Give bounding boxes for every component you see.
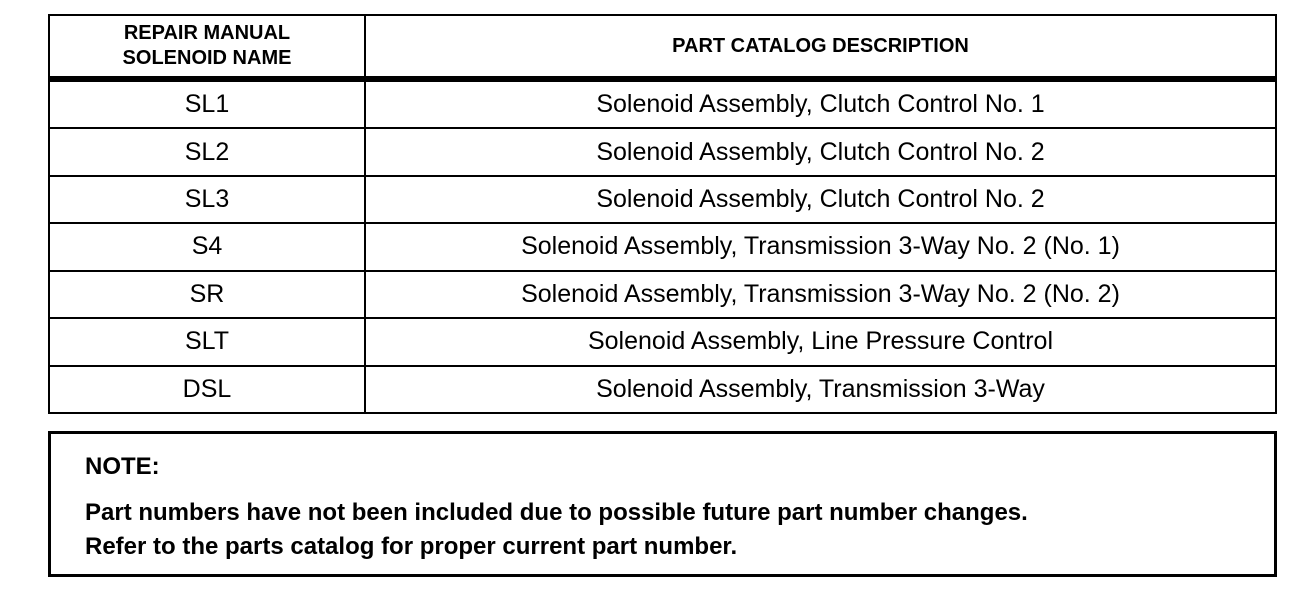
table-row [49,176,1276,223]
description-cell: Solenoid Assembly, Transmission 3-Way No. 2 (No. 1) [365,223,1276,270]
description-cell: Solenoid Assembly, Clutch Control No. 2 [365,128,1276,175]
header-name-line2: SOLENOID NAME [122,47,292,69]
solenoid-table [48,14,1277,414]
table-header [49,15,1276,79]
header-part-catalog-description: PART CATALOG DESCRIPTION [365,15,1276,79]
solenoid-name-cell: SL3 [49,176,365,223]
header-name-line1: REPAIR MANUAL [123,22,291,44]
description-cell: Solenoid Assembly, Transmission 3-Way No. 2 (No. 2) [365,271,1276,318]
note-title: NOTE: [85,453,160,480]
table-body [49,79,1276,413]
header-row [49,15,1276,79]
table-row [49,318,1276,365]
header-solenoid-name [49,15,365,79]
description-cell: Solenoid Assembly, Clutch Control No. 1 [365,79,1276,128]
note-line-1: Part numbers have not been included due to possible future part number changes. [85,499,1028,526]
solenoid-name-cell: SL2 [49,128,365,175]
description-cell: Solenoid Assembly, Transmission 3-Way [365,366,1276,413]
table-row [49,128,1276,175]
solenoid-name-cell: S4 [49,223,365,270]
solenoid-name-cell: DSL [49,366,365,413]
solenoid-name-cell: SL1 [49,79,365,128]
note-box [48,431,1277,577]
table-row [49,271,1276,318]
table-row [49,366,1276,413]
description-cell: Solenoid Assembly, Line Pressure Control [365,318,1276,365]
solenoid-name-cell: SR [49,271,365,318]
solenoid-name-cell: SLT [49,318,365,365]
table-row [49,223,1276,270]
note-line-2: Refer to the parts catalog for proper current part number. [85,533,738,560]
description-cell: Solenoid Assembly, Clutch Control No. 2 [365,176,1276,223]
table-row [49,79,1276,128]
